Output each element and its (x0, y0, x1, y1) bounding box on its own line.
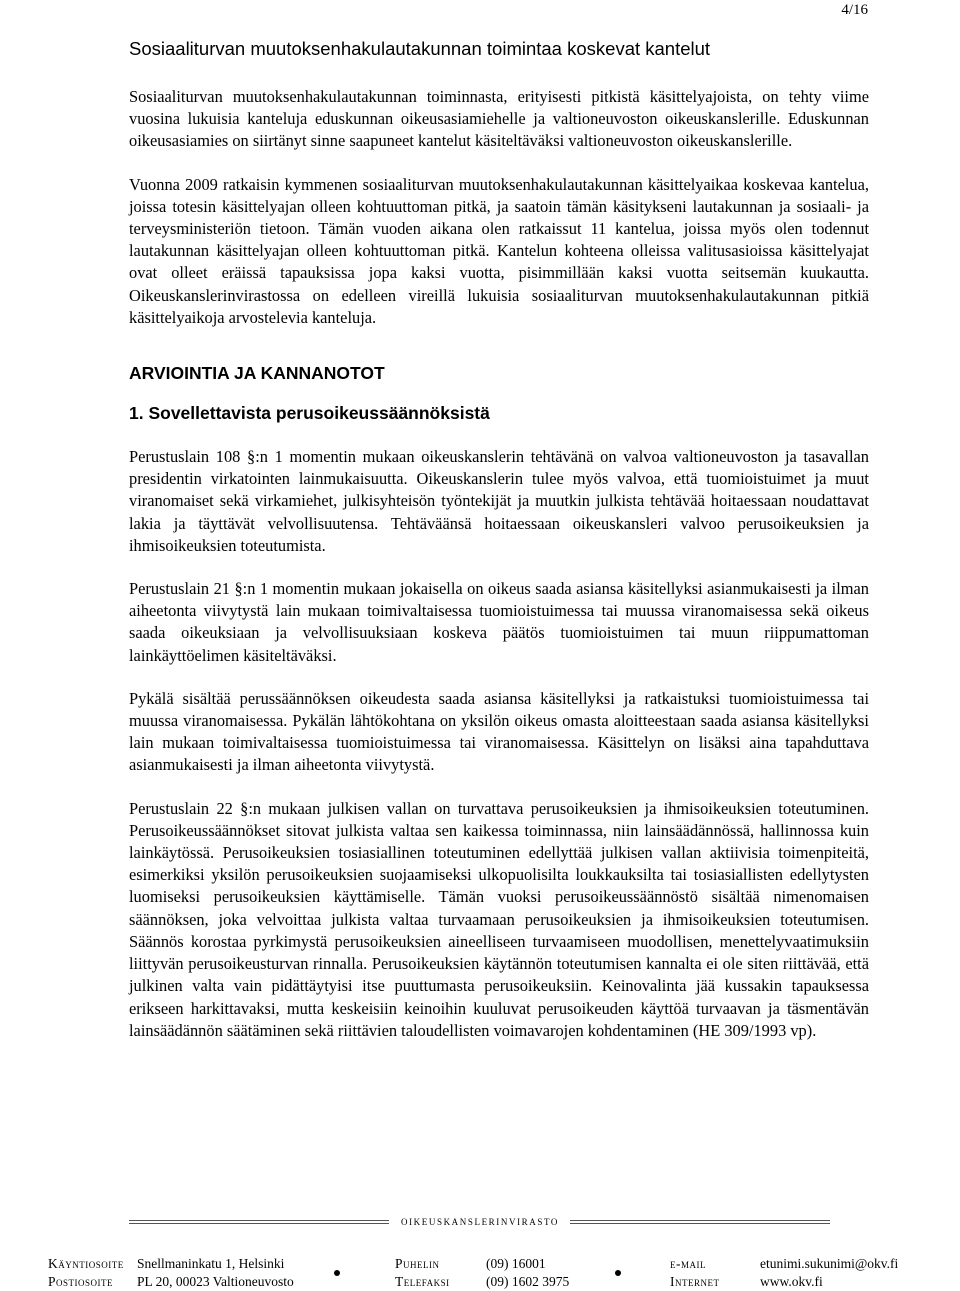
phone-label: Puhelin (395, 1256, 440, 1271)
post-address-label: Postiosoite (48, 1274, 114, 1289)
section-title: Sosiaaliturvan muutoksenhakulautakunnan toimintaa koskevat kantelut (129, 38, 711, 59)
footer-divider-left (129, 1223, 389, 1224)
main-heading: ARVIOINTIA JA KANNANOTOT (129, 363, 385, 384)
body-paragraph-2: Perustuslain 21 §:n 1 momentin mukaan jokaisella on oikeus saada asiansa käsitellyksi asianmukaisesti ja ilman aiheetonta viivytystä lain mukaan toimivaltaisessa tuomioistuimessa tai muussa viranomaisessa sekä oikeus saada oikeuksiaan ja velvollisuuksiaan koskeva päätös tuomioistuimen tai muun riippumattoman lainkäyttöelimen käsiteltäväksi. (129, 579, 869, 665)
visit-address-label: Käyntiosoite (48, 1256, 124, 1271)
fax-label: Telefaksi (395, 1274, 450, 1289)
body-paragraph-4: Perustuslain 22 §:n mukaan julkisen vallan on turvattava perusoikeuksien ja ihmisoikeuksien toteutuminen. Perusoikeussäännökset sitovat julkista valtaa sen kaikessa toiminnassa, niin lainsäädännössä, hallinnossa kuin lainkäytössä. Perusoikeuksien tosiasiallinen toteutuminen edellyttää julkisen vallan aktiivisia toimenpiteitä, esimerkiksi yksilön perusoikeuksien suojaamiseksi ulkopuolisilta loukkauksilta tai tosiasiallisten edellytysten luomiseksi perusoikeuksien käyttämiselle. Tämän vuoksi perusoikeussäännöstö sisältää nimenomaisen säännöksen, joka velvoittaa julkista valtaa turvaamaan perusoikeuksien ja ihmisoikeuksien toteutumisen. Säännös korostaa pyrkimystä perusoikeuksien aineelliseen turvaamiseen muodollisen, menettelyvaatimuksiin liittyvän perusoikeusturvan rinnalla. Perusoikeuksien käytännön toteutumisen kannalta ei ole siten riittävää, että julkinen valta vain pidättäytyisi itse puuttumasta perusoikeuksiin. Keinovalinta jää kussakin tapauksessa erikseen harkittavaksi, mutta keskeisiin keinoihin kuuluvat perusoikeuden käyttöä turvaavan ja täsmentävän lainsäädännön säätäminen sekä riittävien taloudellisten voimavarojen kohdentaminen (HE 309/1993 vp). (129, 798, 869, 1040)
body-paragraph-3: Pykälä sisältää perussäännöksen oikeudesta saada asiansa käsitellyksi ja ratkaistuksi tuomioistuimessa tai muussa viranomaisessa. Pykälän lähtökohtana on yksilön oikeus omasta aloitteestaan saada asiansa käsitellyksi lain mukaan toimivaltaisessa tuomioistuimessa tai viranomaisessa. Käsittelyn on lisäksi aina tapahduttava asianmukaisesti ja ilman aiheetonta viivytystä. (129, 688, 869, 775)
footer-divider-right (570, 1223, 830, 1224)
email-label: e-mail (670, 1256, 706, 1271)
footer-organization-banner (0, 1210, 960, 1238)
fax-value: (09) 1602 3975 (486, 1274, 570, 1289)
separator-dot (334, 1270, 340, 1276)
separator-dot (615, 1270, 621, 1276)
phone-value: (09) 16001 (486, 1256, 546, 1271)
email-value[interactable]: etunimi.sukunimi@okv.fi (760, 1256, 899, 1271)
footer-org-name: oikeuskanslerinvirasto (400, 1214, 560, 1228)
footer-contacts (0, 1255, 960, 1291)
body-paragraph-1: Perustuslain 108 §:n 1 momentin mukaan oikeuskanslerin tehtävänä on valvoa valtioneuvoston ja tasavallan presidentin virkatointen lainmukaisuutta. Oikeuskanslerin tulee myös valvoa, että tuomioistuimet ja muut viranomaiset sekä virkamiehet, julkisyhteisön työntekijät ja muutkin julkista tehtävää hoitaessaan noudattavat lakia ja täyttävät velvollisuutensa. Tehtäväänsä hoitaessaan oikeuskansleri valvoo perusoikeuksien ja ihmisoikeuksien toteutumista. (129, 447, 869, 555)
intro-paragraph-2: Vuonna 2009 ratkaisin kymmenen sosiaaliturvan muutoksenhakulautakunnan käsittelyaikaa koskevaa kantelua, joissa totesin käsittelyajan olleen kohtuuttoman pitkä, ja saatoin tämän käsitykseni lautakunnan ja sosiaali- ja terveysministeriön tietoon. Tämän vuoden aikana olen ratkaissut 11 kantelua, joissa myös olen todennut lautakunnan käsittelyajan olleen kohtuuttoman pitkä. Kantelun kohteena olleissa valitusasioissa käsittelyajat ovat olleet eräissä tapauksissa jopa kaksi vuotta, pisimmillään kaksi vuotta seitsemän kuukautta. Oikeuskanslerinvirastossa on edelleen vireillä lukuisia sosiaaliturvan muutoksenhakulautakunnan pitkiä käsittelyaikoja arvostelevia kanteluja. (129, 174, 869, 327)
document-body (129, 38, 869, 1063)
visit-address-value: Snellmaninkatu 1, Helsinki (137, 1256, 285, 1271)
internet-value[interactable]: www.okv.fi (760, 1274, 823, 1289)
post-address-value: PL 20, 00023 Valtioneuvosto (137, 1274, 294, 1289)
page-number: 4/16 (841, 2, 868, 18)
sub-heading: 1. Sovellettavista perusoikeussäännöksistä (129, 403, 490, 424)
internet-label: Internet (670, 1274, 720, 1289)
intro-paragraph-1: Sosiaaliturvan muutoksenhakulautakunnan toiminnasta, erityisesti pitkistä käsittelyajoista, on tehty viime vuosina lukuisia kanteluja eduskunnan oikeusasiamiehelle ja valtioneuvoston oikeuskanslerille. Eduskunnan oikeusasiamies on siirtänyt sinne saapuneet kantelut käsiteltäväksi valtioneuvoston oikeuskanslerille. (129, 87, 869, 151)
